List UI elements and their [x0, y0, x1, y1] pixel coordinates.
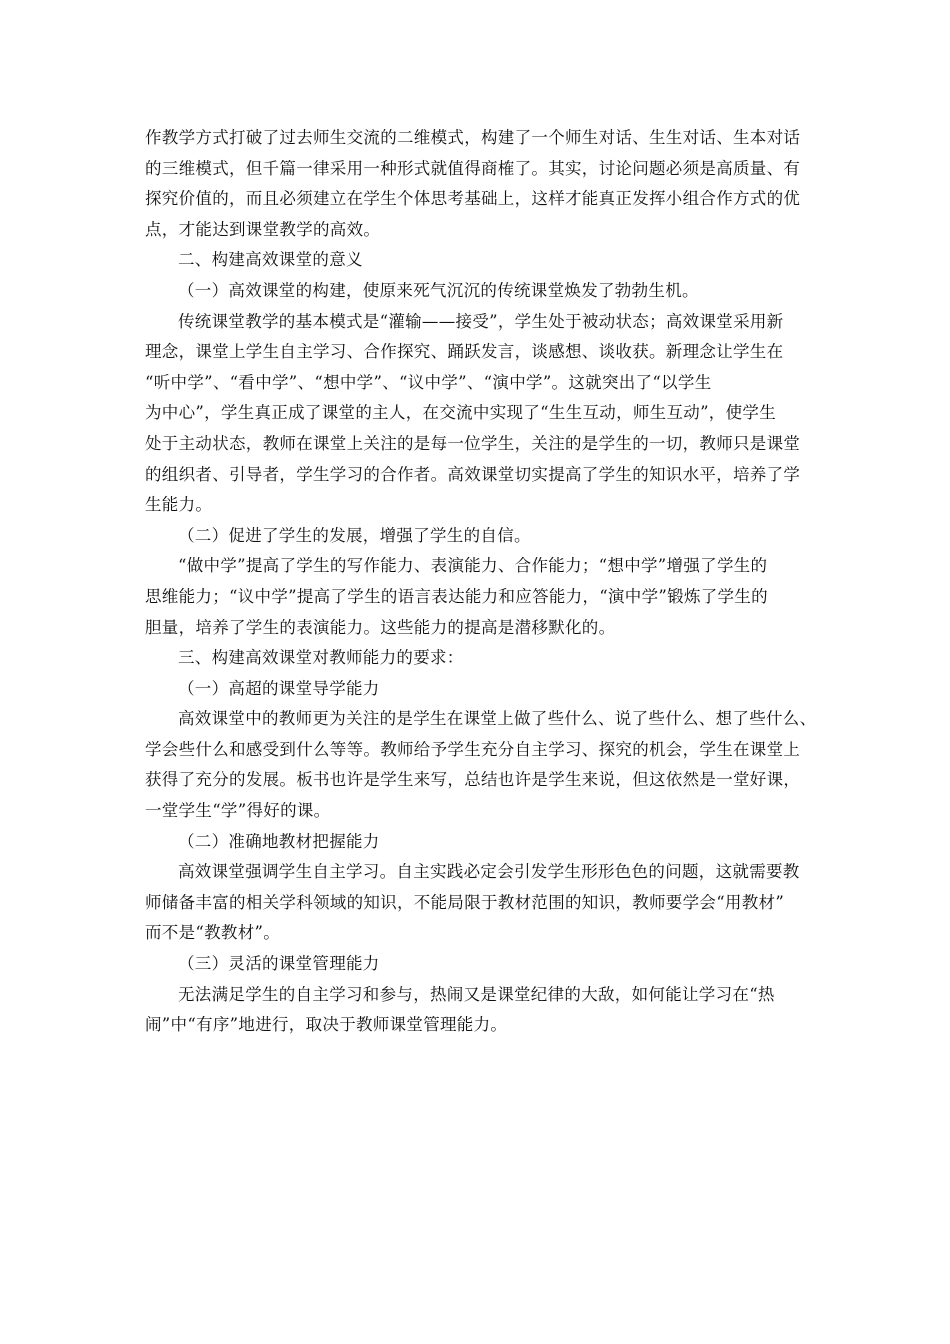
paragraph-line: 理念，课堂上学生自主学习、合作探究、踊跃发言，谈感想、谈收获。新理念让学生在 [145, 342, 784, 362]
paragraph-line: 点，才能达到课堂教学的高效。 [145, 219, 381, 239]
paragraph-line: 高效课堂强调学生自主学习。自主实践必定会引发学生形形色色的问题，这就需要教 [178, 862, 800, 882]
paragraph-line: 学会些什么和感受到什么等等。教师给予学生充分自主学习、探究的机会，学生在课堂上 [145, 739, 801, 759]
section-heading-3: 三、构建高效课堂对教师能力的要求： [178, 648, 464, 668]
paragraph-line: 作教学方式打破了过去师生交流的二维模式，构建了一个师生对话、生生对话、生本对话 [145, 128, 801, 147]
paragraph-line: 而不是“教教材”。 [145, 923, 281, 943]
section-heading-2: 二、构建高效课堂的意义 [178, 250, 363, 270]
paragraph-line: 高效课堂中的教师更为关注的是学生在课堂上做了些什么、说了些什么、想了些什么、 [178, 709, 817, 729]
paragraph-line: 师储备丰富的相关学科领域的知识，不能局限于教材范围的知识，教师要学会“用教材” [145, 892, 785, 912]
paragraph-line: 的组织者、引导者，学生学习的合作者。高效课堂切实提高了学生的知识水平，培养了学 [145, 464, 801, 484]
paragraph-line: 闹”中“有序”地进行，取决于教师课堂管理能力。 [145, 1015, 508, 1035]
subsection-heading: （一）高超的课堂导学能力 [178, 678, 380, 698]
subsection-heading: （二）促进了学生的发展，增强了学生的自信。 [178, 525, 531, 545]
paragraph-line: 为中心”，学生真正成了课堂的主人，在交流中实现了“生生互动，师生互动”，使学生 [145, 403, 777, 423]
paragraph-line: 思维能力；“议中学”提高了学生的语言表达能力和应答能力，“演中学”锻炼了学生的 [145, 586, 768, 606]
paragraph-line: “听中学”、“看中学”、“想中学”、“议中学”、“演中学”。这就突出了“以学生 [145, 372, 712, 392]
paragraph-line: 一堂学生“学”得好的课。 [145, 801, 331, 821]
paragraph-line: 传统课堂教学的基本模式是“灌输——接受”，学生处于被动状态；高效课堂采用新 [178, 311, 784, 331]
paragraph-line: 的三维模式，但千篇一律采用一种形式就值得商榷了。其实，讨论问题必须是高质量、有 [145, 158, 801, 178]
subsection-heading: （三）灵活的课堂管理能力 [178, 954, 380, 974]
paragraph-line: “做中学”提高了学生的写作能力、表演能力、合作能力；“想中学”增强了学生的 [178, 556, 768, 576]
paragraph-line: 胆量，培养了学生的表演能力。这些能力的提高是潜移默化的。 [145, 617, 616, 637]
subsection-heading: （一）高效课堂的构建，使原来死气沉沉的传统课堂焕发了勃勃生机。 [178, 280, 699, 300]
subsection-heading: （二）准确地教材把握能力 [178, 831, 380, 851]
document-body [145, 123, 817, 1041]
paragraph-line: 处于主动状态，教师在课堂上关注的是每一位学生，关注的是学生的一切，教师只是课堂 [145, 433, 801, 453]
paragraph-line: 无法满足学生的自主学习和参与，热闹又是课堂纪律的大敌，如何能让学习在“热 [178, 984, 775, 1004]
paragraph-line: 探究价值的，而且必须建立在学生个体思考基础上，这样才能真正发挥小组合作方式的优 [145, 189, 801, 209]
paragraph-line: 获得了充分的发展。板书也许是学生来写，总结也许是学生来说，但这依然是一堂好课， [145, 770, 801, 790]
paragraph-line: 生能力。 [145, 495, 213, 515]
